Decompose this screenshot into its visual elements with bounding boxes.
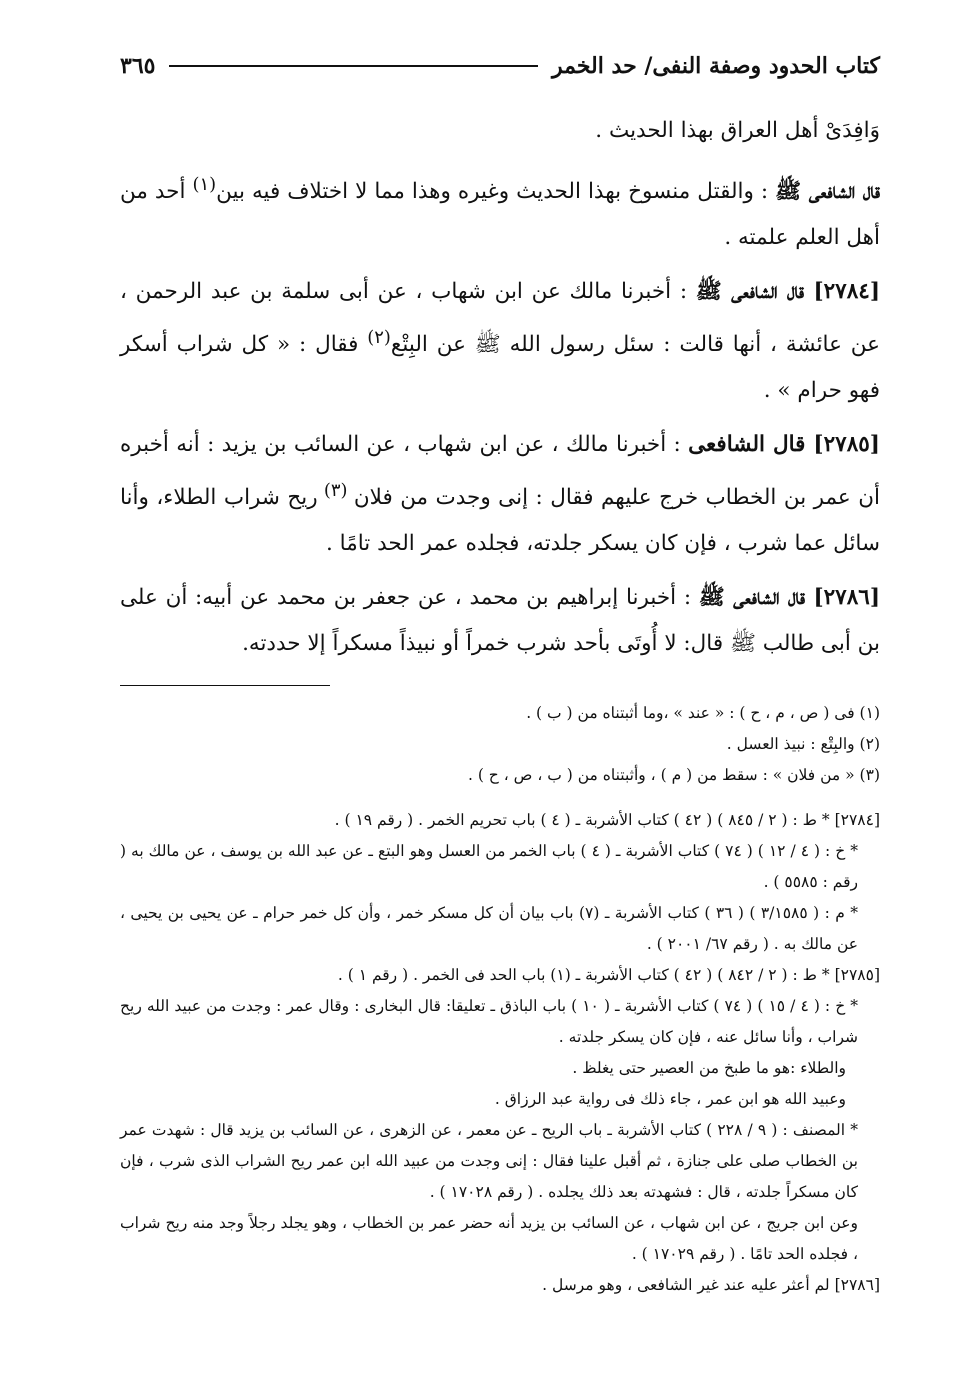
footnote-ref-3: (٣) xyxy=(317,480,354,502)
source-item: وعن ابن جريج ، عن ابن شهاب ، عن السائب بن يزيد أنه حضر عمر بن الخطاب ، وهو يجلد رجلاً وجد منه ريح شراب ، فجلده الحد تامًا . ( رقم ١٧٠٢٩ ) . xyxy=(120,1214,858,1264)
hadith-number-label: [٢٧٨٥] قال الشافعى xyxy=(688,432,880,458)
hadith-2785 xyxy=(120,422,880,567)
source-item: * خ : ( ٤ / ١٢ ) ( ٧٤ ) كتاب الأشربة ـ ( ٤ ) باب الخمر من العسل وهو البتع ـ عن عبد الله بن يوسف ، عن مالك به ( رقم : ٥٥٨٥ ) . xyxy=(120,842,858,892)
hadith-text: : أخبرنا إبراهيم بن محمد ، عن جعفر بن محمد عن أبيه: أن على بن أبى طالب ﷺ قال: لا أُوتَى بأحد شرب خمراً أو نبيذاً مسكراً إلا حددته. xyxy=(120,585,880,657)
footnote-ref-2: (٢) xyxy=(367,327,391,349)
hadith-2786 xyxy=(120,575,880,667)
header-rule xyxy=(169,65,538,67)
paragraph-text: : والقتل منسوخ بهذا الحديث وغيره وهذا مما لا اختلاف فيه بين xyxy=(216,179,776,205)
running-header xyxy=(120,46,880,86)
source-references xyxy=(120,805,880,1301)
hadith-text: : أخبرنا مالك عن ابن شهاب ، عن أبى سلمة بن عبد الرحمن ، عن عائشة ، أنها قالت : سئل رسول الله ﷺ عن البِتْع xyxy=(120,279,881,358)
source-item: [٢٧٨٤] * ط : ( ٢ / ٨٤٥ ) ( ٤٢ ) كتاب الأشربة ـ ( ٤ ) باب تحريم الخمر . ( رقم ١٩ ) . xyxy=(334,811,880,830)
paragraph-tail: أحد من أهل العلم علمته . xyxy=(120,179,880,251)
footnote-ref-1: (١) xyxy=(192,174,217,195)
source-item: * م : ( ٣/١٥٨٥ ) ( ٣٦ ) كتاب الأشربة ـ (٧) باب بيان أن كل مسكر خمر ، وأن كل خمر حرام ـ عن يحيى بن يحيى ، عن مالك به . ( رقم ٦٧/ ٢٠٠١ ) . xyxy=(120,904,858,954)
footnote-item: (٢) والبِتْع : نبيذ العسل . xyxy=(726,735,880,754)
header-title: كتاب الحدود وصفة النفى/ حد الخمر xyxy=(551,53,880,79)
paragraph-intro xyxy=(120,108,880,154)
source-item: [٢٧٨٥] * ط : ( ٢ / ٨٤٢ ) ( ٤٢ ) كتاب الأشربة ـ (١) باب الحد فى الخمر . ( رقم ١ ) . xyxy=(337,966,880,985)
footnote-item: (٣) « من فلان » : سقط من ( م ) ، وأثبتناه من ( ب ، ص ، ح ) . xyxy=(467,766,880,785)
source-item: والطلاء :هو ما طبخ من العصير حتى يغلظ . xyxy=(572,1059,846,1078)
footnote-item: (١) فى ( ص ، م ، ح ) : « عند » ،وما أثبتناه من ( ب ) . xyxy=(526,704,880,723)
main-text xyxy=(120,108,880,667)
hadith-text: : أخبرنا مالك ، عن ابن شهاب ، عن السائب بن يزيد : أنه أخبره أن عمر بن الخطاب خرج عليهم فقال : إنى وجدت من فلان xyxy=(120,432,880,511)
hadith-tail: ريح شراب الطلاء، وأنا سائل عما شرب ، فإن كان يسكر جلدته، فجلده عمر الحد تامًا . xyxy=(120,485,880,557)
speaker-label: قال الشافعى ﷺ xyxy=(775,179,881,205)
paragraph-shafii-note xyxy=(120,162,880,261)
source-item: * المصنف : ( ٩ / ٢٢٨ ) كتاب الأشربة ـ باب الريح ـ عن معمر ، عن الزهرى ، عن السائب بن يزيد قال : شهدت عمر بن الخطاب صلى على جنازة ، ثم أقبل علينا فقال : إنى وجدت من عبيد الله ابن عمر ريح الشراب الذى شرب ، فإن كان مسكراً جلدته ، قال : فشهدته بعد ذلك يجلده . ( رقم ١٧٠٢٨ ) . xyxy=(120,1121,858,1202)
hadith-tail: فقال : « كل شراب أسكر فهو حرام » . xyxy=(120,332,880,404)
footnote-separator xyxy=(120,685,330,686)
footnotes xyxy=(120,698,880,791)
source-item: * خ : ( ٤ / ١٥ ) ( ٧٤ ) كتاب الأشربة ـ ( ١٠ ) باب الباذق ـ تعليقا: قال البخارى : وقال عمر : وجدت من عبيد الله ريح شراب ، وأنا سائل عنه ، فإن كان يسكر جلدته . xyxy=(120,997,858,1047)
source-item: [٢٧٨٦] لم أعثر عليه عند غير الشافعى ، وهو مرسل . xyxy=(542,1276,880,1295)
hadith-2784 xyxy=(120,269,880,414)
book-page xyxy=(120,40,880,1340)
paragraph-intro-text: وَافِدَىْ أهل العراق بهذا الحديث . xyxy=(595,118,880,143)
source-item: وعبيد الله هو ابن عمر ، جاء ذلك فى رواية عبد الرزاق . xyxy=(494,1090,846,1109)
hadith-number-label: [٢٧٨٤] قال الشافعى ﷺ xyxy=(695,279,881,305)
page-number: ٣٦٥ xyxy=(120,53,156,79)
hadith-number-label: [٢٧٨٦] قال الشافعى ﷺ xyxy=(698,585,881,611)
